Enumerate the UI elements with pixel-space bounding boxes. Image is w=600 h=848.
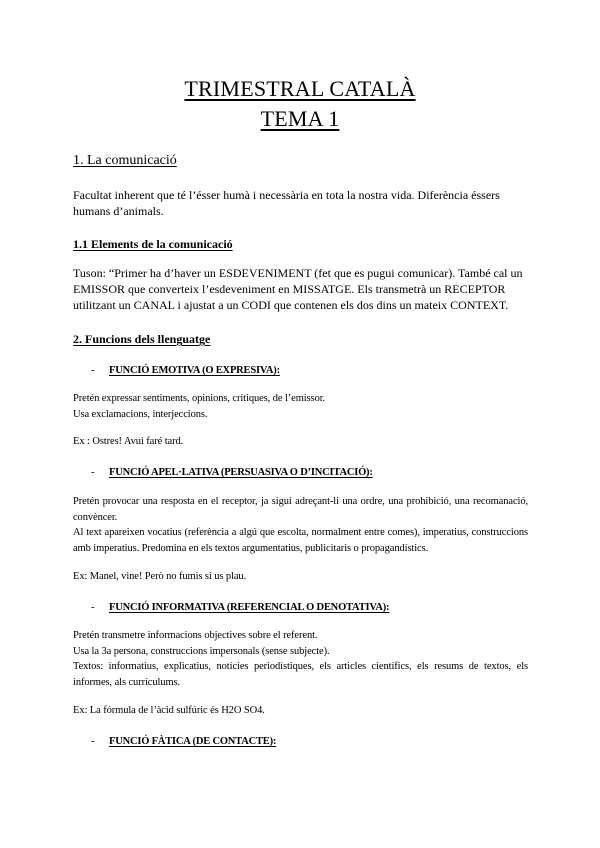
function-text-apellativa-2: Al text apareixen vocatius (referència a algú que escolta, normalment entre comes), imperatius, construccions amb imperatius. Predomina en els textos argumentatius, publicitaris o propagandístics. xyxy=(73,527,528,554)
function-example-informativa: Ex: La fórmula de l’àcid sulfúric és H2O SO4. xyxy=(73,705,265,716)
section-text-comunicacio: Facultat inherent que té l’ésser humà i necessària en tota la nostra vida. Diferència éssers humans d’animals. xyxy=(73,188,500,218)
function-example-apellativa: Ex: Manel, vine! Però no fumis si us plau. xyxy=(73,571,247,582)
text-line: Usa la 3a persona, construccions impersonals (sense subjecte). xyxy=(73,645,330,657)
subsection-text-elements: Tuson: “Primer ha d’haver un ESDEVENIMENT (fet que es pugui comunicar). També cal un EMISSOR que converteix l’esdeveniment en MISSATGE. Els transmetrà un RECEPTOR utilitzant un CANAL i ajustat a un CODI que contenen els dos dins un mateix CONTEXT. xyxy=(73,266,523,312)
function-item-informativa xyxy=(91,600,389,615)
function-text-informativa-3: Textos: informatius, explicatius, notícies periodístiques, els articles científics, els resums de textos, els informes, als currículums. xyxy=(73,661,528,688)
bullet-dash: - xyxy=(91,365,95,376)
function-text-emotiva xyxy=(73,391,528,422)
function-text-informativa xyxy=(73,628,528,659)
text-line: Pretén transmetre informacions objectives sobre el referent. xyxy=(73,630,318,641)
document-subtitle: TEMA 1 xyxy=(260,106,340,131)
function-label-emotiva: FUNCIÓ EMOTIVA (O EXPRESIVA): xyxy=(109,365,280,376)
bullet-dash: - xyxy=(91,602,95,613)
subsection-heading-elements: 1.1 Elements de la comunicació xyxy=(73,237,233,251)
bullet-dash: - xyxy=(91,736,95,747)
function-item-apellativa xyxy=(91,465,373,480)
function-label-informativa: FUNCIÓ INFORMATIVA (REFERENCIAL O DENOTATIVA): xyxy=(109,602,390,613)
section-heading-funcions: 2. Funcions dels llenguatge xyxy=(73,332,211,346)
function-text-apellativa-1: Pretén provocar una resposta en el receptor, ja sigui adreçant-li una ordre, una prohibició, una recomanació, convèncer. xyxy=(73,496,528,523)
function-label-fatica: FUNCIÓ FÀTICA (DE CONTACTE): xyxy=(109,736,277,747)
text-line: Pretén expressar sentiments, opinions, crítiques, de l’emissor. xyxy=(73,393,326,404)
function-example-emotiva: Ex : Ostres! Avui faré tard. xyxy=(73,436,184,447)
section-heading-comunicacio: 1. La comunicació xyxy=(73,153,177,168)
document-title: TRIMESTRAL CATALÀ xyxy=(184,76,416,101)
function-item-emotiva xyxy=(91,363,280,378)
bullet-dash: - xyxy=(91,467,95,478)
function-item-fatica xyxy=(91,734,276,749)
text-line: Usa exclamacions, interjeccions. xyxy=(73,408,208,420)
function-label-apellativa: FUNCIÓ APEL·LATIVA (PERSUASIVA O D’INCITACIÓ): xyxy=(109,467,373,478)
